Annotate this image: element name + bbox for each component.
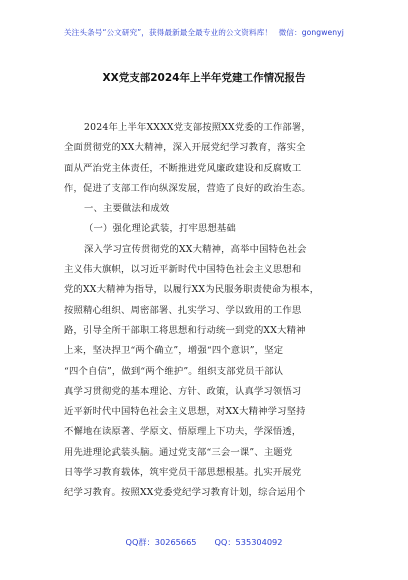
header-wechat-text: 微信：gongwenyj bbox=[278, 28, 344, 37]
paragraph-line: 全面贯彻党的XX大精神，深入开展党纪学习教育，落实全 bbox=[64, 142, 306, 154]
paragraph-line: 按照精心组织、周密部署、扎实学习、学以致用的工作思 bbox=[64, 304, 302, 316]
paragraph-line: 2024年上半年XXXX党支部按照XX党委的工作部署， bbox=[84, 122, 311, 133]
paragraph-line: 日等学习教育载体，筑牢党员干部思想根基。扎实开展党 bbox=[64, 467, 302, 479]
header-banner bbox=[0, 27, 408, 38]
paragraph-line: 路，引导全所干部职工将思想和行动统一到党的XX大精神 bbox=[64, 324, 306, 336]
footer-qq-number: QQ：535304092 bbox=[214, 537, 283, 547]
paragraph-line: 深入学习宣传贯彻党的XX大精神，高举中国特色社会 bbox=[84, 243, 307, 255]
paragraph-line: 主义伟大旗帜，以习近平新时代中国特色社会主义思想和 bbox=[64, 264, 302, 276]
paragraph-line: 近平新时代中国特色社会主义思想，对XX大精神学习坚持 bbox=[64, 406, 306, 418]
paragraph-line: 纪学习教育。按照XX党委党纪学习教育计划，综合运用个 bbox=[64, 487, 306, 499]
paragraph-line: 真学习贯彻党的基本理论、方针、政策，认真学习领悟习 bbox=[64, 385, 302, 397]
paragraph-line: 党的XX大精神为指导，以履行XX为民服务职责使命为根本， bbox=[64, 284, 320, 296]
paragraph-line: 不懈地在读原著、学原文、悟原理上下功夫，学深悟透， bbox=[64, 426, 302, 438]
paragraph-line: 面从严治党主体责任，不断推进党风廉政建设和反腐败工 bbox=[64, 162, 302, 174]
footer-qq-group: QQ群：30265665 bbox=[125, 537, 197, 547]
section-heading: （一）强化理论武装，打牢思想基础 bbox=[84, 223, 236, 235]
paragraph-line: “四个自信”，做到“两个维护”。组织支部党员干部认 bbox=[64, 365, 284, 377]
document-body bbox=[64, 118, 354, 504]
paragraph-line: 上来，坚决捍卫“两个确立”，增强“四个意识”，坚定 bbox=[64, 345, 284, 357]
header-promo-text: 关注头条号“公文研究”，获得最新最全最专业的公文资料库！ bbox=[63, 28, 273, 37]
section-heading: 一、主要做法和成效 bbox=[84, 203, 170, 215]
paragraph-line: 用先进理论武装头脑。通过党支部“三会一课”、主题党 bbox=[64, 446, 293, 458]
footer-contact bbox=[0, 537, 408, 548]
paragraph-line: 作，促进了支部工作向纵深发展，营造了良好的政治生态。 bbox=[64, 182, 311, 194]
document-title: XX党支部2024年上半年党建工作情况报告 bbox=[102, 72, 306, 84]
